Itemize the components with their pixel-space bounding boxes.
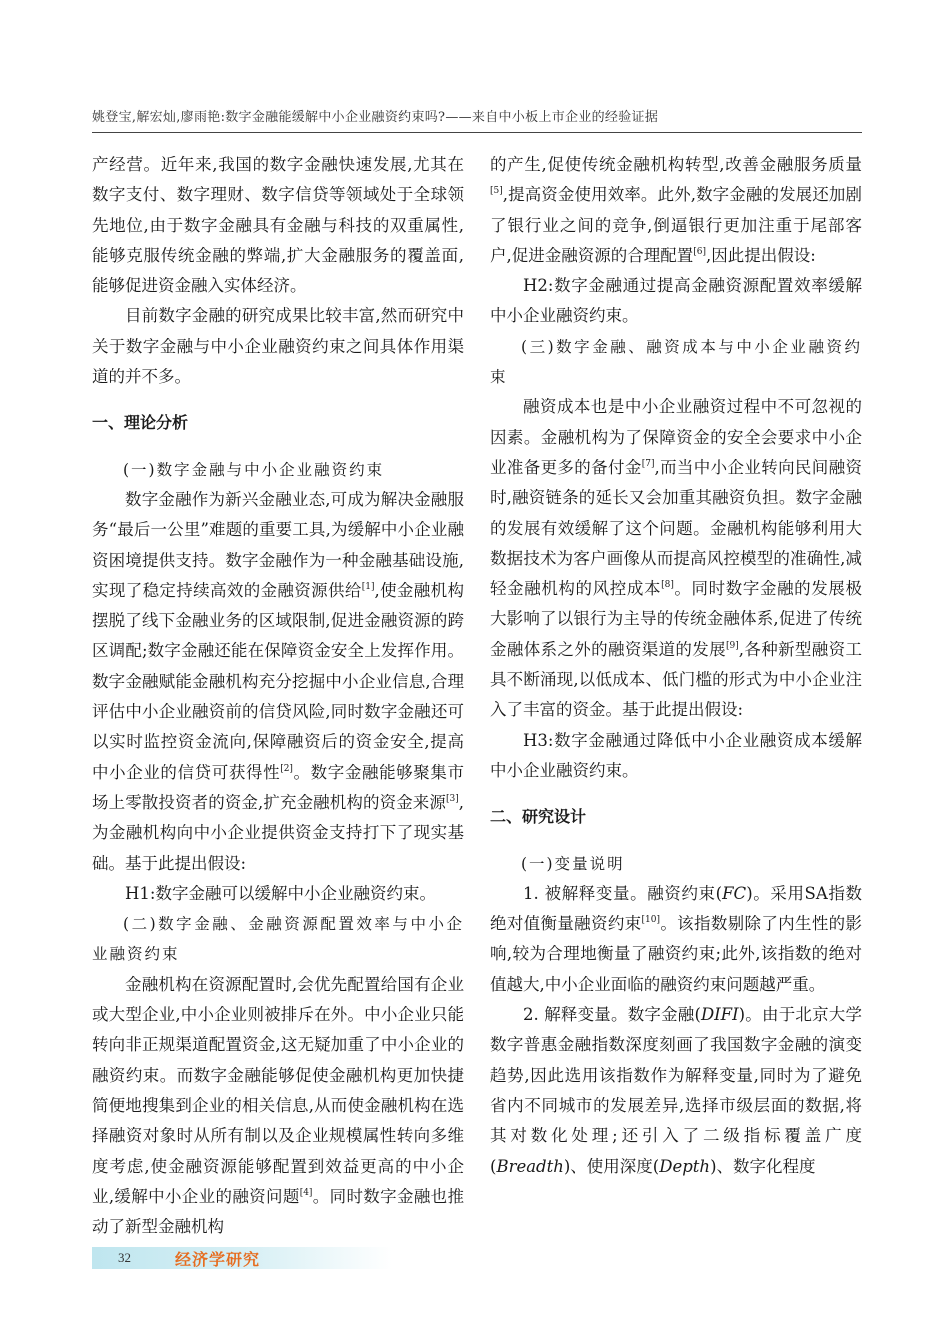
subsection-heading: (三)数字金融、融资成本与中小企业融资约束 xyxy=(490,337,862,387)
paragraph xyxy=(490,879,862,1000)
text-run: 2. 解释变量。数字金融( xyxy=(523,1005,701,1025)
text-run: )、数字化程度 xyxy=(710,1156,816,1176)
text-run: 。同时数字金融的发展极大影响了以银行为主导的传统金融体系,促进了传统金融体系之外的融资渠道的发展 xyxy=(490,579,863,659)
variable-name: Depth xyxy=(659,1156,711,1176)
journal-logo: 经济学研究 xyxy=(175,1250,261,1269)
text-run: 金融机构在资源配置时,会优先配置给国有企业或大型企业,中小企业则被排斥在外。中小企业只能转向非正规渠道配置资金,这无疑加重了中小企业的融资约束。而数字金融能够促使金融机构更加快捷简便地搜集到企业的相关信息,从而使金融机构在选择融资对象时从所有制以及企业规模属性转向多维度考虑,使金融资源能够配置到效益更高的中小企业,缓解中小企业的融资问题 xyxy=(92,974,464,1206)
spacer xyxy=(490,833,862,849)
text-run: 。数字金融能够聚集市场上零散投资者的资金,扩充金融机构的资金来源 xyxy=(92,762,465,812)
variable-name: FC xyxy=(722,883,747,903)
citation: [4] xyxy=(299,1187,313,1198)
paragraph xyxy=(490,1000,862,1182)
right-column xyxy=(490,150,862,1182)
variable-name: DIFI xyxy=(700,1005,739,1025)
citation: [3] xyxy=(446,793,459,804)
text-run: ,因此提出假设: xyxy=(706,245,816,265)
text-run: 数字金融作为新兴金融业态,可成为解决金融服务“最后一公里”难题的重要工具,为缓解中小企业融资困境提供支持。数字金融作为一种金融基础设施,实现了稳定持续高效的金融资源供给 xyxy=(92,489,464,600)
running-header: 姚登宝,解宏灿,廖雨艳:数字金融能缓解中小企业融资约束吗?——来自中小板上市企业的经验证据 xyxy=(92,110,659,125)
citation: [10] xyxy=(641,915,660,926)
spacer xyxy=(92,439,464,455)
text-run: ,各种新型融资工具不断涌现,以低成本、低门槛的形式为中小企业注入了丰富的资金。基于此提出假设: xyxy=(490,639,862,720)
spacer xyxy=(490,786,862,802)
paragraph: 目前数字金融的研究成果比较丰富,然而研究中关于数字金融与中小企业融资约束之间具体作用渠道的并不多。 xyxy=(92,306,464,387)
citation: [9] xyxy=(726,640,739,651)
text-run: ,使金融机构摆脱了线下金融业务的区域限制,促进金融资源的跨区调配;数字金融还能在保障资金安全上发挥作用。数字金融赋能金融机构充分挖掘中小企业信息,合理评估中小企业融资前的信贷风险,同时数字金融还可以实时监控资金流向,保障融资后的资金安全,提高中小企业的信贷可获得性 xyxy=(92,580,464,782)
section-heading: 一、理论分析 xyxy=(92,413,189,433)
subsection-heading: (一)变量说明 xyxy=(521,854,625,873)
citation: [1] xyxy=(361,581,375,592)
header-rule xyxy=(92,132,862,133)
citation: [5] xyxy=(490,186,503,197)
text-run: ,为金融机构向中小企业提供资金支持打下了现实基础。基于此提出假设: xyxy=(92,792,464,873)
hypothesis: H1:数字金融可以缓解中小企业融资约束。 xyxy=(125,883,436,903)
page-number: 32 xyxy=(118,1250,131,1265)
text-run: 1. 被解释变量。融资约束( xyxy=(523,883,723,903)
paragraph: 产经营。近年来,我国的数字金融快速发展,尤其在数字支付、数字理财、数字信贷等领域处于全球领先地位,由于数字金融具有金融与科技的双重属性,能够克服传统金融的弊端,扩大金融服务的覆盖面,能够促进资金融入实体经济。 xyxy=(92,155,464,296)
hypothesis: H2:数字金融通过提高金融资源配置效率缓解中小企业融资约束。 xyxy=(490,276,862,326)
text-run: 。同时数字金融也推动了新型金融机构 xyxy=(92,1186,465,1237)
text-run: 的产生,促使传统金融机构转型,改善金融服务质量 xyxy=(490,155,862,174)
citation: [2] xyxy=(280,763,293,774)
paragraph xyxy=(92,485,464,879)
section-heading: 二、研究设计 xyxy=(490,807,587,827)
left-column xyxy=(92,150,464,1242)
paragraph xyxy=(490,150,862,271)
text-run: )。由于北京大学数字普惠金融指数深度刻画了我国数字金融的演变趋势,因此选用该指数作为解释变量,同时为了避免省内不同城市的发展差异,选择市级层面的数据,将其对数化处理;还引入了二级指标覆盖广度( xyxy=(490,1005,862,1176)
hypothesis: H3:数字金融通过降低中小企业融资成本缓解中小企业融资约束。 xyxy=(490,730,862,780)
paragraph xyxy=(490,392,862,725)
variable-name: Breadth xyxy=(496,1156,564,1176)
text-run: 融资成本也是中小企业融资过程中不可忽视的因素。金融机构为了保障资金的安全会要求中小企业准备更多的备付金 xyxy=(490,397,862,477)
citation: [7] xyxy=(641,458,655,469)
spacer xyxy=(92,392,464,408)
text-run: ,提高资金使用效率。此外,数字金融的发展还加剧了银行业之间的竞争,倒逼银行更加注重于尾部客户,促进金融资源的合理配置 xyxy=(490,185,862,265)
text-run: )、使用深度( xyxy=(563,1156,660,1176)
subsection-heading: (一)数字金融与中小企业融资约束 xyxy=(123,460,385,479)
text-run: 。该指数剔除了内生性的影响,较为合理地衡量了融资约束;此外,该指数的绝对值越大,中小企业面临的融资约束问题越严重。 xyxy=(490,914,863,994)
text-run: )。采用SA指数绝对值衡量融资约束 xyxy=(490,883,862,934)
citation: [8] xyxy=(661,580,674,591)
paragraph xyxy=(92,970,464,1243)
text-run: ,而当中小企业转向民间融资时,融资链条的延长又会加重其融资负担。数字金融的发展有效缓解了这个问题。金融机构能够利用大数据技术为客户画像从而提高风控模型的准确性,减轻金融机构的风控成本 xyxy=(490,457,862,599)
subsection-heading: (二)数字金融、金融资源配置效率与中小企业融资约束 xyxy=(92,915,464,964)
citation: [6] xyxy=(693,246,706,257)
